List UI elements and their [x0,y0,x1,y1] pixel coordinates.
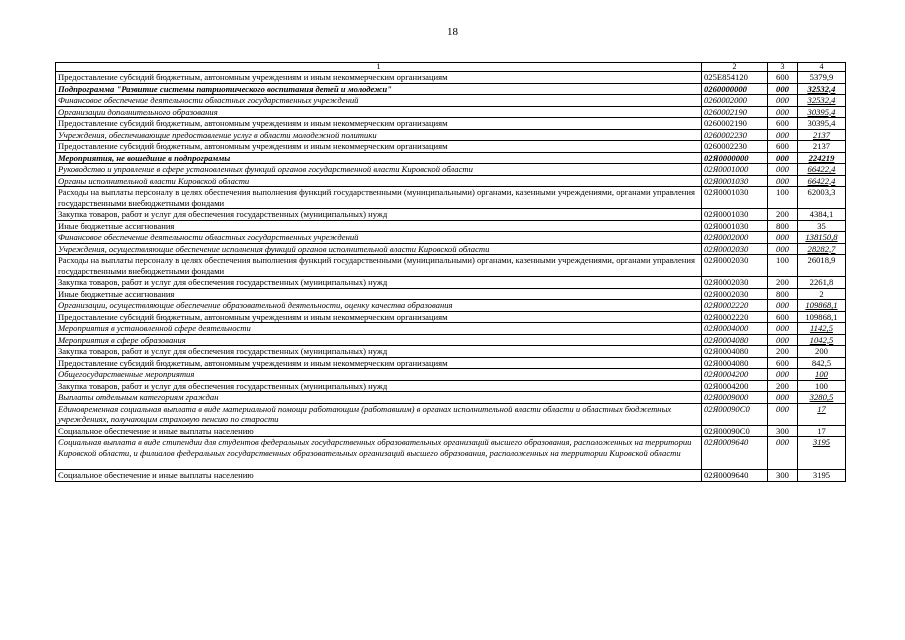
table-row [56,392,846,404]
row-expense-type: 000 [768,129,798,141]
column-header: 1 [56,63,702,72]
row-amount: 2 [798,288,846,300]
row-expense-type: 000 [768,175,798,187]
row-amount: 62003,3 [798,187,846,209]
row-name: Закупка товаров, работ и услуг для обеспечения государственных (муниципальных) нужд [56,209,702,221]
row-code: 02Я0002220 [702,300,768,312]
row-amount: 2137 [798,141,846,153]
row-amount: 26018,9 [798,255,846,277]
table-row [56,141,846,153]
row-code: 0260002000 [702,95,768,107]
row-amount: 4384,1 [798,209,846,221]
row-expense-type: 300 [768,425,798,437]
table-row [56,209,846,221]
row-amount: 842,5 [798,357,846,369]
table-row [56,346,846,358]
row-amount: 32532,4 [798,95,846,107]
row-amount: 5379,9 [798,72,846,84]
table-row [56,334,846,346]
row-expense-type: 100 [768,255,798,277]
table-row [56,300,846,312]
row-name: Общегосударственные мероприятия [56,369,702,381]
row-name: Предоставление субсидий бюджетным, автономным учреждениям и иным некоммерческим организациям [56,72,702,84]
row-amount: 17 [798,425,846,437]
row-name: Органы исполнительной власти Кировской области [56,175,702,187]
row-expense-type: 600 [768,141,798,153]
table-body [56,72,846,482]
row-expense-type: 200 [768,346,798,358]
row-expense-type: 000 [768,403,798,425]
row-name: Социальное обеспечение и иные выплаты населению [56,425,702,437]
row-name: Мероприятия, не вошедшие в подпрограммы [56,152,702,164]
row-code: 02Я0002030 [702,277,768,289]
row-code: 02Я0001030 [702,220,768,232]
row-amount: 28282,7 [798,243,846,255]
table-row [56,255,846,277]
row-expense-type: 000 [768,243,798,255]
row-code: 02Я0002000 [702,232,768,244]
row-amount: 100 [798,380,846,392]
row-name: Закупка товаров, работ и услуг для обеспечения государственных (муниципальных) нужд [56,380,702,392]
row-expense-type: 300 [768,470,798,482]
row-code: 02Я0001030 [702,209,768,221]
row-expense-type: 100 [768,187,798,209]
row-code: 02Я0004200 [702,369,768,381]
row-amount: 66422,4 [798,175,846,187]
row-code: 02Я0009640 [702,470,768,482]
row-code: 02Я0004200 [702,380,768,392]
row-expense-type: 000 [768,152,798,164]
table-row [56,175,846,187]
row-code: 02Я0000000 [702,152,768,164]
row-code: 02Я0009640 [702,437,768,470]
row-expense-type: 000 [768,95,798,107]
row-amount: 30395,4 [798,106,846,118]
table-row [56,220,846,232]
row-expense-type: 200 [768,277,798,289]
row-amount: 3195 [798,470,846,482]
row-amount: 3195 [798,437,846,470]
row-expense-type: 200 [768,209,798,221]
row-name: Расходы на выплаты персоналу в целях обеспечения выполнения функций государственными (муниципальными) органами, казенными учреждениями, органами управления государственными внебюджетными фондами [56,187,702,209]
table-row [56,277,846,289]
row-name: Предоставление субсидий бюджетным, автономным учреждениям и иным некоммерческим организациям [56,118,702,130]
row-expense-type: 000 [768,300,798,312]
row-amount: 2261,8 [798,277,846,289]
row-code: 0260002230 [702,141,768,153]
row-name: Единовременная социальная выплата в виде материальной помощи работающим (работавшим) в органах исполнительной власти области и областных бюджетных учреждениях, получающим страховую пенсию по старости [56,403,702,425]
row-name: Финансовое обеспечение деятельности областных государственных учреждений [56,95,702,107]
row-amount: 32532,4 [798,83,846,95]
row-name: Учреждения, обеспечивающие предоставление услуг в области молодежной политики [56,129,702,141]
table-row [56,243,846,255]
row-expense-type: 000 [768,164,798,176]
table-row [56,470,846,482]
row-code: 02Я0004080 [702,346,768,358]
row-name: Предоставление субсидий бюджетным, автономным учреждениям и иным некоммерческим организациям [56,357,702,369]
column-header: 4 [798,63,846,72]
row-amount: 109868,1 [798,300,846,312]
row-name: Иные бюджетные ассигнования [56,220,702,232]
row-amount: 30395,4 [798,118,846,130]
row-amount: 138150,8 [798,232,846,244]
row-name: Выплаты отдельным категориям граждан [56,392,702,404]
row-name: Организации дополнительного образования [56,106,702,118]
row-code: 02Я0001000 [702,164,768,176]
page-number: 18 [447,26,458,38]
row-code: 0260002230 [702,129,768,141]
row-expense-type: 600 [768,311,798,323]
row-code: 02Я0001030 [702,187,768,209]
table-row [56,369,846,381]
row-amount: 17 [798,403,846,425]
row-code: 02Я0009000 [702,392,768,404]
row-amount: 1142,5 [798,323,846,335]
row-name: Учреждения, осуществляющие обеспечение исполнения функций органов исполнительной власти Кировской области [56,243,702,255]
row-amount: 200 [798,346,846,358]
table-row [56,83,846,95]
row-amount: 109868,1 [798,311,846,323]
row-name: Социальное обеспечение и иные выплаты населению [56,470,702,482]
row-amount: 224219 [798,152,846,164]
row-name: Мероприятия в установленной сфере деятельности [56,323,702,335]
row-code: 02Я0001030 [702,175,768,187]
row-expense-type: 800 [768,220,798,232]
row-expense-type: 600 [768,72,798,84]
row-name: Руководство и управление в сфере установленных функций органов государственной власти Кировской области [56,164,702,176]
table-row [56,323,846,335]
row-expense-type: 000 [768,334,798,346]
row-name: Предоставление субсидий бюджетным, автономным учреждениям и иным некоммерческим организациям [56,141,702,153]
table-row [56,129,846,141]
column-header: 2 [702,63,768,72]
table-row [56,357,846,369]
row-name: Организации, осуществляющие обеспечение образовательной деятельности, оценку качества образования [56,300,702,312]
row-amount: 2137 [798,129,846,141]
row-code: 02Я0002220 [702,311,768,323]
row-name: Закупка товаров, работ и услуг для обеспечения государственных (муниципальных) нужд [56,277,702,289]
table-row [56,95,846,107]
table-row [56,118,846,130]
row-expense-type: 000 [768,106,798,118]
table-row [56,72,846,84]
row-amount: 3280,5 [798,392,846,404]
row-expense-type: 000 [768,83,798,95]
table-row [56,380,846,392]
table-row [56,164,846,176]
row-expense-type: 600 [768,357,798,369]
row-name: Социальная выплата в виде стипендии для студентов федеральных государственных образовательных организаций высшего образования, расположенных на территории Кировской области, и филиалов федеральных государственных образовательных организаций высшего образования, расположенных на территории Кировской области [56,437,702,470]
table-row [56,425,846,437]
row-code: 02Я0004000 [702,323,768,335]
row-expense-type: 000 [768,369,798,381]
table-row [56,403,846,425]
row-code: 02Я0004080 [702,357,768,369]
row-amount: 1042,5 [798,334,846,346]
table-row [56,311,846,323]
row-expense-type: 800 [768,288,798,300]
row-name: Мероприятия в сфере образования [56,334,702,346]
table-row [56,437,846,470]
row-name: Расходы на выплаты персоналу в целях обеспечения выполнения функций государственными (муниципальными) органами, казенными учреждениями, органами управления государственными внебюджетными фондами [56,255,702,277]
row-code: 02Я0004080 [702,334,768,346]
row-code: 02Я0002030 [702,255,768,277]
row-code: 02Я00090С0 [702,403,768,425]
row-name: Закупка товаров, работ и услуг для обеспечения государственных (муниципальных) нужд [56,346,702,358]
row-expense-type: 000 [768,232,798,244]
row-name: Подпрограмма "Развитие системы патриотического воспитания детей и молодежи" [56,83,702,95]
table-row [56,288,846,300]
table-row [56,152,846,164]
row-amount: 66422,4 [798,164,846,176]
row-expense-type: 200 [768,380,798,392]
table-row [56,232,846,244]
row-amount: 35 [798,220,846,232]
row-code: 02Я00090С0 [702,425,768,437]
table-row [56,106,846,118]
table-header-row [56,63,846,72]
row-expense-type: 000 [768,323,798,335]
row-name: Предоставление субсидий бюджетным, автономным учреждениям и иным некоммерческим организациям [56,311,702,323]
row-code: 0260002190 [702,118,768,130]
table-row [56,187,846,209]
budget-table [55,62,846,482]
row-expense-type: 000 [768,437,798,470]
row-code: 0260000000 [702,83,768,95]
row-name: Финансовое обеспечение деятельности областных государственных учреждений [56,232,702,244]
column-header: 3 [768,63,798,72]
row-name: Иные бюджетные ассигнования [56,288,702,300]
row-code: 02Я0002030 [702,243,768,255]
row-expense-type: 000 [768,392,798,404]
row-code: 02Я0002030 [702,288,768,300]
row-code: 025E854120 [702,72,768,84]
row-expense-type: 600 [768,118,798,130]
row-code: 0260002190 [702,106,768,118]
row-amount: 100 [798,369,846,381]
